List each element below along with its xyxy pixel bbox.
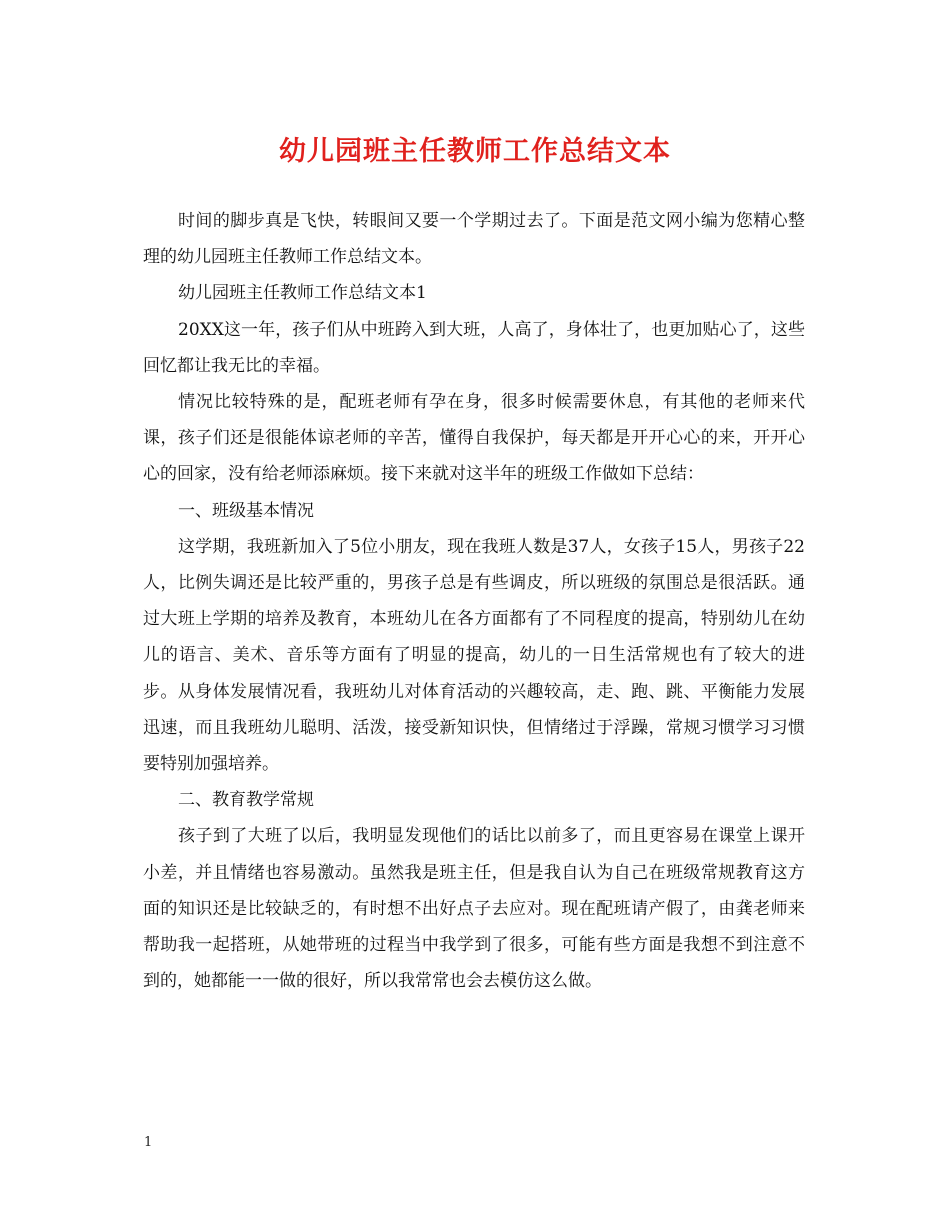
document-body (143, 203, 805, 999)
section-heading-teaching-routine: 二、教育教学常规 (178, 790, 314, 811)
paragraph-intro: 时间的脚步真是飞快，转眼间又要一个学期过去了。下面是范文网小编为您精心整理的幼儿园班主任教师工作总结文本。 (143, 211, 805, 268)
document-title: 幼儿园班主任教师工作总结文本 (279, 136, 671, 167)
paragraph-class-basics: 这学期，我班新加入了5位小朋友，现在我班人数是37人，女孩子15人，男孩子22人，比例失调还是比较严重的，男孩子总是有些调皮，所以班级的氛围总是很活跃。通过大班上学期的培养及教育，本班幼儿在各方面都有了不同程度的提高，特别幼儿在幼儿的语言、美术、音乐等方面有了明显的提高，幼儿的一日生活常规也有了较大的进步。从身体发展情况看，我班幼儿对体育活动的兴趣较高，走、跑、跳、平衡能力发展迅速，而且我班幼儿聪明、活泼，接受新知识快，但情绪过于浮躁，常规习惯学习习惯要特别加强培养。 (143, 536, 805, 775)
paragraph-year-summary: 20XX这一年，孩子们从中班跨入到大班，人高了，身体壮了，也更加贴心了，这些回忆都让我无比的幸福。 (143, 319, 805, 376)
paragraph-teaching-routine: 孩子到了大班了以后，我明显发现他们的话比以前多了，而且更容易在课堂上课开小差，并且情绪也容易激动。虽然我是班主任，但是我自认为自己在班级常规教育这方面的知识还是比较缺乏的，有时想不出好点子去应对。现在配班请产假了，由龚老师来帮助我一起搭班，从她带班的过程当中我学到了很多，可能有些方面是我想不到注意不到的，她都能一一做的很好，所以我常常也会去模仿这么做。 (143, 826, 805, 992)
section-heading-class-basics: 一、班级基本情况 (178, 500, 314, 521)
page-number: 1 (144, 1135, 153, 1150)
paragraph-subtitle: 幼儿园班主任教师工作总结文本1 (178, 283, 427, 304)
paragraph-situation: 情况比较特殊的是，配班老师有孕在身，很多时候需要休息，有其他的老师来代课，孩子们还是很能体谅老师的辛苦，懂得自我保护，每天都是开开心心的来，开开心心的回家，没有给老师添麻烦。接下来就对这半年的班级工作做如下总结： (143, 392, 805, 485)
